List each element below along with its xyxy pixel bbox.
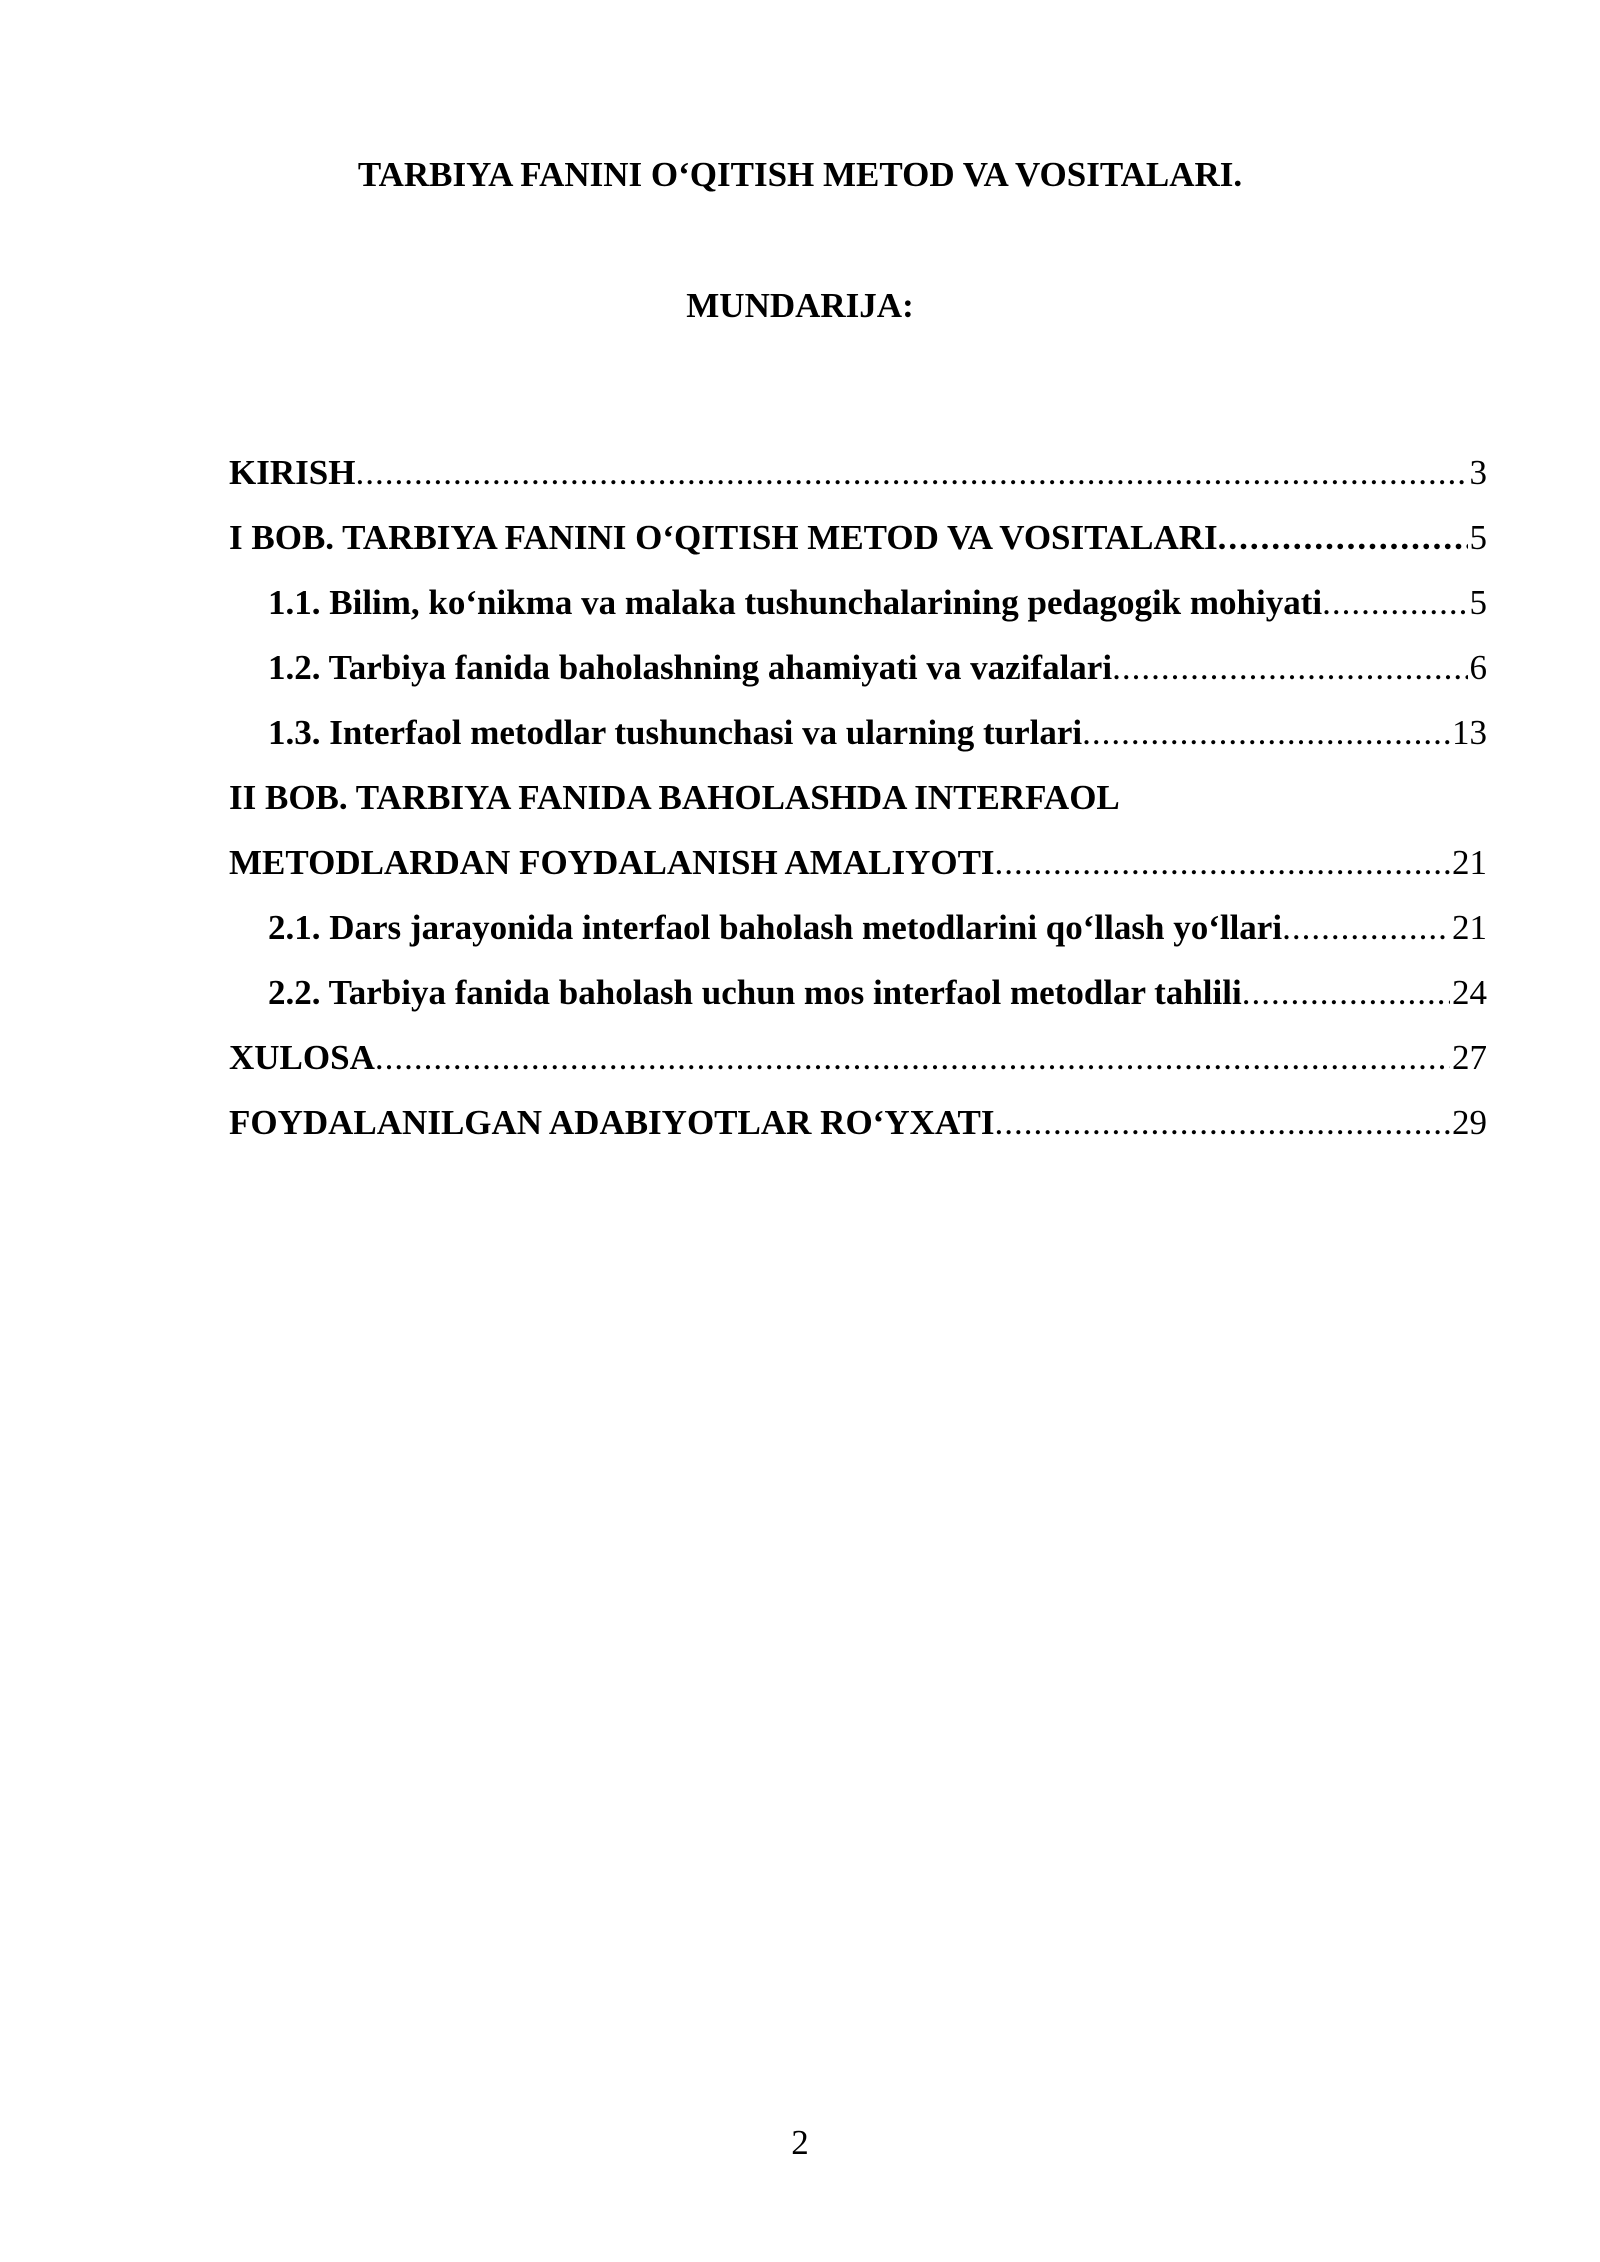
table-of-contents — [229, 440, 1487, 1155]
toc-entry-chapter-2-line1[interactable] — [229, 765, 1487, 830]
toc-entry-label: 1.2. Tarbiya fanida baholashning ahamiyati va vazifalari — [268, 648, 1113, 687]
dot-leader — [1112, 635, 1467, 700]
toc-entry-section-2-2[interactable] — [229, 960, 1487, 1025]
toc-entry-page: 29 — [1452, 1103, 1487, 1142]
toc-entry-page: 21 — [1452, 843, 1487, 882]
toc-entry-section-2-1[interactable] — [229, 895, 1487, 960]
toc-entry-label: I BOB. TARBIYA FANINI O‘QITISH METOD VA VOSITALARI — [229, 518, 1218, 557]
page-number: 2 — [791, 2123, 809, 2162]
dot-leader — [355, 440, 1467, 505]
toc-entry-label: XULOSA — [229, 1038, 375, 1077]
toc-entry-xulosa[interactable] — [229, 1025, 1487, 1090]
toc-entry-section-1-1[interactable] — [229, 570, 1487, 635]
toc-entry-label: 2.1. Dars jarayonida interfaol baholash metodlarini qo‘llash yo‘llari — [268, 908, 1283, 947]
toc-entry-page: 3 — [1469, 453, 1487, 492]
toc-entry-label: 1.1. Bilim, ko‘nikma va malaka tushunchalarining pedagogik mohiyati — [268, 583, 1323, 622]
toc-entry-adabiyotlar[interactable] — [229, 1090, 1487, 1155]
toc-entry-section-1-2[interactable] — [229, 635, 1487, 700]
dot-leader — [375, 1025, 1450, 1090]
toc-entry-chapter-2[interactable] — [229, 830, 1487, 895]
dot-leader — [1322, 570, 1467, 635]
toc-entry-label: KIRISH — [229, 453, 356, 492]
toc-entry-label: FOYDALANILGAN ADABIYOTLAR RO‘YXATI — [229, 1103, 995, 1142]
toc-entry-page: 5 — [1469, 518, 1487, 557]
toc-entry-page: 21 — [1452, 908, 1487, 947]
dot-leader — [1082, 700, 1450, 765]
toc-entry-label: 2.2. Tarbiya fanida baholash uchun mos interfaol metodlar tahlili — [268, 973, 1242, 1012]
toc-entry-label: II BOB. TARBIYA FANIDA BAHOLASHDA INTERFAOL — [229, 778, 1120, 817]
dot-leader — [1282, 895, 1450, 960]
toc-entry-chapter-1[interactable] — [229, 505, 1487, 570]
dot-leader — [1242, 960, 1450, 1025]
toc-entry-section-1-3[interactable] — [229, 700, 1487, 765]
dot-leader — [995, 830, 1450, 895]
dot-leader — [995, 1090, 1450, 1155]
toc-entry-page: 13 — [1452, 713, 1487, 752]
toc-entry-label: 1.3. Interfaol metodlar tushunchasi va ularning turlari — [268, 713, 1083, 752]
toc-entry-page: 5 — [1469, 583, 1487, 622]
toc-entry-kirish[interactable] — [229, 440, 1487, 505]
toc-entry-page: 24 — [1452, 973, 1487, 1012]
dot-leader — [1218, 505, 1468, 570]
toc-entry-page: 6 — [1469, 648, 1487, 687]
toc-entry-page: 27 — [1452, 1038, 1487, 1077]
toc-entry-label: METODLARDAN FOYDALANISH AMALIYOTI — [229, 843, 995, 882]
document-title: TARBIYA FANINI O‘QITISH METOD VA VOSITALARI. — [357, 155, 1243, 194]
toc-heading: MUNDARIJA: — [686, 286, 914, 325]
